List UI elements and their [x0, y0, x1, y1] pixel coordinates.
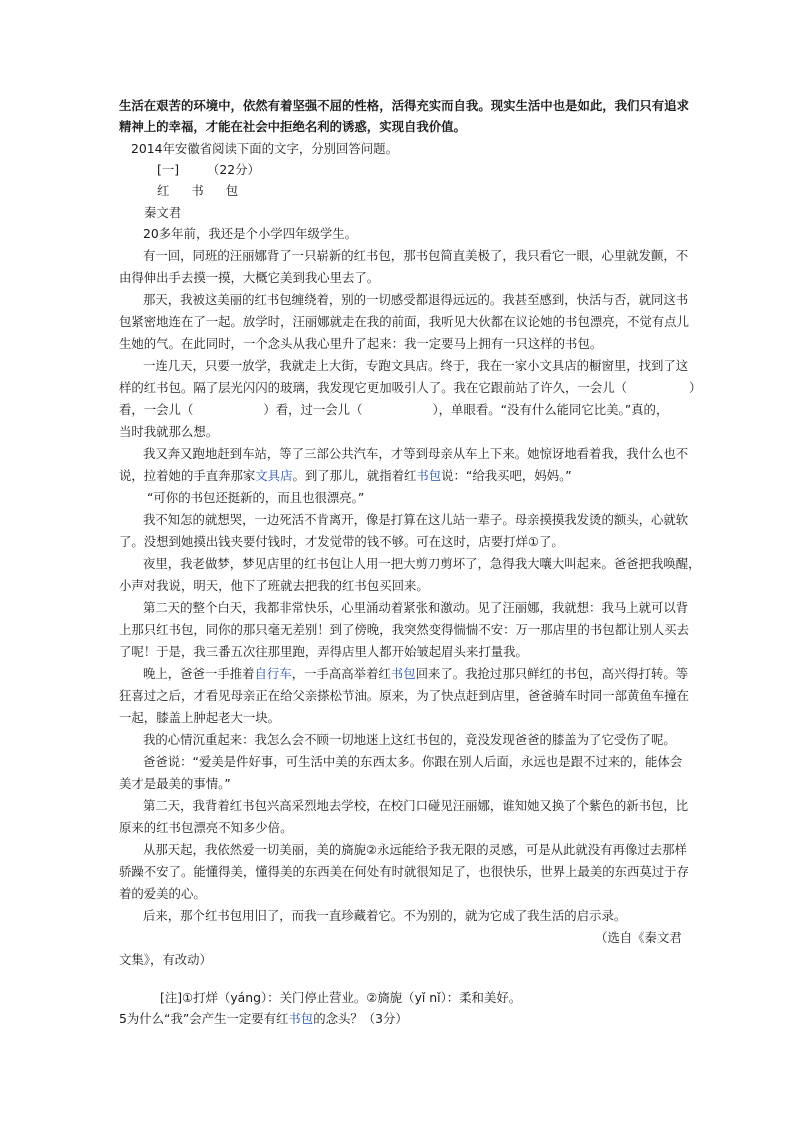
schoolbag-link-2[interactable]: 书包 — [390, 666, 416, 681]
paragraph-12-line-2: 美才是最美的事情。” — [119, 776, 231, 791]
paragraph-3-line-2: 包紧密地连在了一起。放学时，汪丽娜就走在我的前面，我听见大伙都在议论她的书包漂亮，不觉有点儿 — [119, 314, 689, 329]
source-line-1: （选自《秦文君 — [595, 930, 682, 945]
section-heading — [157, 160, 260, 180]
paragraph-10-line-2: 狂喜过之后，才看见母亲正在给父亲搽松节油。原来，为了快点赶到店里，爸爸骑车时同一部黄鱼车撞在 — [119, 688, 689, 703]
stationery-store-link[interactable]: 文具店 — [255, 468, 293, 483]
paragraph-2-line-2: 由得伸出手去摸一摸，大概它美到我心里去了。 — [119, 270, 380, 285]
footnote: [注]①打烊（yáng）：关门停止营业。②旖旎（yǐ nǐ）：柔和美好。 — [160, 990, 522, 1005]
paragraph-7-line-2: 了。没想到她摸出钱夹要付钱时，才发觉带的钱不够。可在这时，店要打烊①了。 — [119, 534, 564, 549]
paragraph-15: 后来，那个红书包用旧了，而我一直珍藏着它。不为别的，就为它成了我生活的启示录。 — [143, 908, 627, 923]
paragraph-4-line-2: 样的红书包。隔了层光闪闪的玻璃，我发现它更加吸引人了。我在它跟前站了许久，一会儿（ ） — [119, 380, 702, 395]
paragraph-4-line-1: 一连几天，只要一放学，我就走上大街，专跑文具店。终于，我在一家小文具店的橱窗里，找到了这 — [143, 358, 689, 373]
article-title — [157, 181, 238, 201]
paragraph-13-line-2: 原来的红书包漂亮不知多少倍。 — [119, 820, 293, 835]
paragraph-4-line-3: 看，一会儿（ ）看，过一会儿（ ），单眼看。“没有什么能同它比美。”真的， — [119, 402, 669, 417]
paragraph-10-line-1: 晚上，爸爸一手推着自行车，一手高高举着红书包回来了。我抢过那只鲜红的书包，高兴得打转。等 — [143, 666, 689, 681]
paragraph-7-line-1: 我不知怎的就想哭，一边死活不肯离开，像是打算在这儿站一辈子。母亲摸摸我发烫的额头，心就软 — [143, 512, 689, 527]
paragraph-1: 20多年前，我还是个小学四年级学生。 — [143, 226, 358, 241]
paragraph-5-line-1: 我又奔又跑地赶到车站，等了三部公共汽车，才等到母亲从车上下来。她惊讶地看着我，我什么也不 — [143, 446, 689, 461]
paragraph-9-line-1: 第二天的整个白天，我都非常快乐，心里涌动着紧张和激动。见了汪丽娜，我就想：我马上就可以背 — [143, 600, 689, 615]
paragraph-4-line-4: 当时我就那么想。 — [119, 424, 219, 439]
paragraph-2-line-1: 有一回，同班的汪丽娜背了一只崭新的红书包，那书包简直美极了，我只看它一眼，心里就发颤，不 — [143, 248, 689, 263]
source-line-2: 文集》，有改动） — [119, 952, 212, 967]
paragraph-13-line-1: 第二天，我背着红书包兴高采烈地去学校，在校门口碰见汪丽娜，谁知她又换了个紫色的新书包，比 — [143, 798, 689, 813]
paragraph-8-line-2: 小声对我说，明天，他下了班就去把我的红书包买回来。 — [119, 578, 429, 593]
question-5: 5为什么“我”会产生一定要有红书包的念头？（3分） — [119, 1011, 408, 1026]
paragraph-8-line-1: 夜里，我老做梦，梦见店里的红书包让人用一把大剪刀剪坏了，急得我大嚷大叫起来。爸爸把我唤醒， — [143, 556, 701, 571]
paragraph-14-line-2: 骄躁不安了。能懂得美，懂得美的东西美在何处有时就很知足了，也很快乐，世界上最美的东西莫过于存 — [119, 864, 689, 879]
section-score: （22分） — [206, 162, 260, 177]
schoolbag-link-3[interactable]: 书包 — [288, 1011, 314, 1026]
paragraph-14-line-3: 着的爱美的心。 — [119, 886, 206, 901]
intro-bold-line-2: 精神上的幸福，才能在社会中拒绝名利的诱惑，实现自我价值。 — [119, 119, 466, 134]
paragraph-9-line-2: 上那只红书包，同你的那只毫无差别！到了傍晚，我突然变得惴惴不安：万一那店里的书包都让别人买去 — [119, 622, 689, 637]
instruction: 2014年安徽省阅读下面的文字，分别回答问题。 — [131, 141, 398, 156]
intro-bold-line-1: 生活在艰苦的环境中，依然有着坚强不屈的性格，活得充实而自我。现实生活中也是如此，我们只有追求 — [119, 98, 689, 113]
paragraph-6: “可你的书包还挺新的，而且也很漂亮。” — [147, 490, 365, 505]
paragraph-5-line-2: 说，拉着她的手直奔那家文具店。到了那儿，就指着红书包说：“给我买吧，妈妈。” — [119, 468, 572, 483]
author: 秦文君 — [144, 205, 182, 220]
bicycle-link[interactable]: 自行车 — [254, 666, 292, 681]
schoolbag-link[interactable]: 书包 — [416, 468, 442, 483]
section-label: [一] — [157, 162, 180, 177]
title-char: 包 — [225, 183, 239, 198]
paragraph-9-line-3: 了呢！于是，我三番五次往那里跑，弄得店里人都开始皱起眉头来打量我。 — [119, 644, 528, 659]
paragraph-12-line-1: 爸爸说：“爱美是件好事，可生活中美的东西太多。你跟在别人后面，永远也是跟不过来的，能体会 — [143, 754, 683, 769]
title-char: 红 — [157, 183, 170, 198]
paragraph-10-line-3: 一起，膝盖上肿起老大一块。 — [119, 710, 281, 725]
title-char: 书 — [191, 183, 204, 198]
paragraph-3-line-3: 生她的气。在此同时，一个念头从我心里升了起来：我一定要马上拥有一只这样的书包。 — [119, 336, 603, 351]
paragraph-11: 我的心情沉重起来：我怎么会不顾一切地迷上这红书包的，竟没发现爸爸的膝盖为了它受伤了呢。 — [143, 732, 676, 747]
paragraph-3-line-1: 那天，我被这美丽的红书包缠绕着，别的一切感受都退得远远的。我甚至感到，快活与否，就同这书 — [143, 292, 689, 307]
paragraph-14-line-1: 从那天起，我依然爱一切美丽，美的旖旎②永远能给予我无限的灵感，可是从此就没有再像过去那样 — [143, 842, 687, 857]
